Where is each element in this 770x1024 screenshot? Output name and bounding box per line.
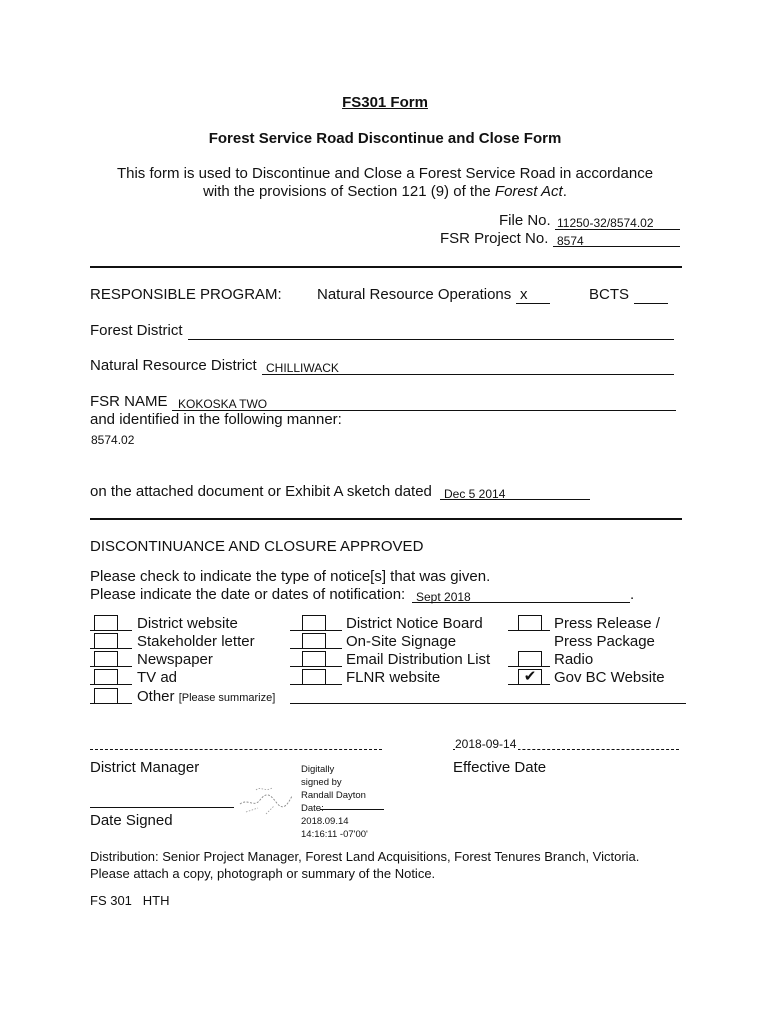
intro-line-2: [0, 183, 770, 200]
approval-heading: DISCONTINUANCE AND CLOSURE APPROVED: [90, 538, 424, 555]
digital-signature-line-1: Digitally: [301, 764, 335, 775]
digital-date-line: [320, 809, 384, 810]
checkbox-press-release[interactable]: [518, 615, 542, 631]
sketch-label: on the attached document or Exhibit A sketch dated: [90, 483, 432, 500]
notice-newspaper-label: Newspaper: [137, 651, 213, 668]
notice-other-note: [Please summarize]: [178, 692, 276, 704]
checkbox-radio[interactable]: [518, 651, 542, 667]
manager-signature-line[interactable]: [90, 749, 382, 750]
notice-tv-ad-label: TV ad: [137, 669, 178, 686]
notice-other-text: Other: [137, 688, 175, 705]
digital-signature-line-6: 14:16:11 -07'00': [301, 829, 368, 840]
checkbox-tv-ad[interactable]: [94, 669, 118, 685]
notice-on-site-signage-label: On-Site Signage: [346, 633, 457, 650]
date-signed-label: Date Signed: [90, 812, 173, 829]
checkbox-on-site-signage[interactable]: [302, 633, 326, 649]
checkbox-newspaper[interactable]: [94, 651, 118, 667]
program-option-bcts-label: BCTS: [589, 286, 630, 303]
project-no-value[interactable]: 8574: [557, 234, 584, 248]
notice-radio-label: Radio: [554, 651, 594, 668]
checkbox-gov-bc-website[interactable]: ✔: [518, 669, 542, 685]
forest-district-line[interactable]: [188, 339, 674, 340]
approval-instruction-1: Please check to indicate the type of notice[s] that was given.: [90, 568, 491, 585]
date-signed-line[interactable]: [90, 807, 234, 808]
digital-signature-line-3: Randall Dayton: [301, 790, 366, 801]
fsr-name-label: FSR NAME: [90, 393, 168, 410]
form-id: FS301 Form: [342, 94, 428, 111]
sketch-date-value[interactable]: Dec 5 2014: [444, 487, 506, 501]
other-summary-line[interactable]: [290, 703, 686, 704]
program-label: RESPONSIBLE PROGRAM:: [90, 286, 282, 303]
identified-value[interactable]: 8574.02: [91, 433, 135, 447]
program-option-nro-label: Natural Resource Operations: [317, 286, 512, 303]
form-title: Forest Service Road Discontinue and Close Form: [208, 130, 562, 147]
notice-email-distribution-list-label: Email Distribution List: [346, 651, 491, 668]
checkbox-other[interactable]: [94, 688, 118, 704]
identified-text: and identified in the following manner:: [90, 411, 342, 428]
notice-stakeholder-letter-label: Stakeholder letter: [137, 633, 255, 650]
checkbox-flnr-website[interactable]: [302, 669, 326, 685]
notice-other-label: [137, 688, 275, 705]
effective-date-value[interactable]: 2018-09-14: [455, 737, 517, 751]
digital-signature-line-2: signed by: [301, 777, 342, 788]
program-option-nro-mark[interactable]: x: [520, 286, 528, 303]
digital-signature-line-5: 2018.09.14: [301, 816, 349, 827]
forest-district-label: Forest District: [90, 322, 183, 339]
distribution-line-1: Distribution: Senior Project Manager, Forest Land Acquisitions, Forest Tenures Branch, Victoria.: [90, 849, 640, 864]
nr-district-value: CHILLIWACK: [266, 361, 339, 375]
divider-middle: [90, 518, 682, 520]
nr-district-label: Natural Resource District: [90, 357, 257, 374]
file-no-value[interactable]: 11250-32/8574.02: [557, 216, 654, 230]
notification-date-end: .: [630, 586, 635, 603]
notice-district-notice-board-label: District Notice Board: [346, 615, 483, 632]
effective-date-label: Effective Date: [453, 759, 547, 776]
checkbox-district-notice-board[interactable]: [302, 615, 326, 631]
checkbox-district-website[interactable]: [94, 615, 118, 631]
approval-instruction-2: Please indicate the date or dates of notification:: [90, 586, 406, 603]
divider-top: [90, 266, 682, 268]
signature-scribble-icon: [236, 782, 296, 818]
digital-signature-block: [301, 763, 401, 841]
notification-date-value[interactable]: Sept 2018: [416, 590, 471, 604]
checkbox-stakeholder-letter[interactable]: [94, 633, 118, 649]
file-no-label: File No.: [499, 212, 551, 229]
checkbox-email-distribution-list[interactable]: [302, 651, 326, 667]
intro-line-2-italic: Forest Act: [494, 183, 563, 200]
form-code: FS 301 HTH: [90, 893, 170, 908]
district-manager-label: District Manager: [90, 759, 200, 776]
notice-press-release-label: Press Release /: [554, 615, 660, 632]
notice-district-website-label: District website: [137, 615, 238, 632]
notice-press-package-label: Press Package: [554, 633, 655, 650]
intro-line-1: This form is used to Discontinue and Close a Forest Service Road in accordance: [116, 165, 654, 182]
notice-gov-bc-website-label: Gov BC Website: [554, 669, 665, 686]
intro-line-2-pre: with the provisions of Section 121 (9) of the: [203, 183, 495, 200]
digital-signature-line-4: Date:: [301, 803, 324, 814]
distribution-line-2: Please attach a copy, photograph or summary of the Notice.: [90, 866, 436, 881]
project-no-label: FSR Project No.: [440, 230, 549, 247]
intro-line-2-post: .: [562, 183, 567, 200]
fsr-name-value: KOKOSKA TWO: [178, 397, 268, 411]
notice-flnr-website-label: FLNR website: [346, 669, 441, 686]
program-option-bcts-line[interactable]: [634, 303, 668, 304]
program-option-nro-line: [516, 303, 550, 304]
